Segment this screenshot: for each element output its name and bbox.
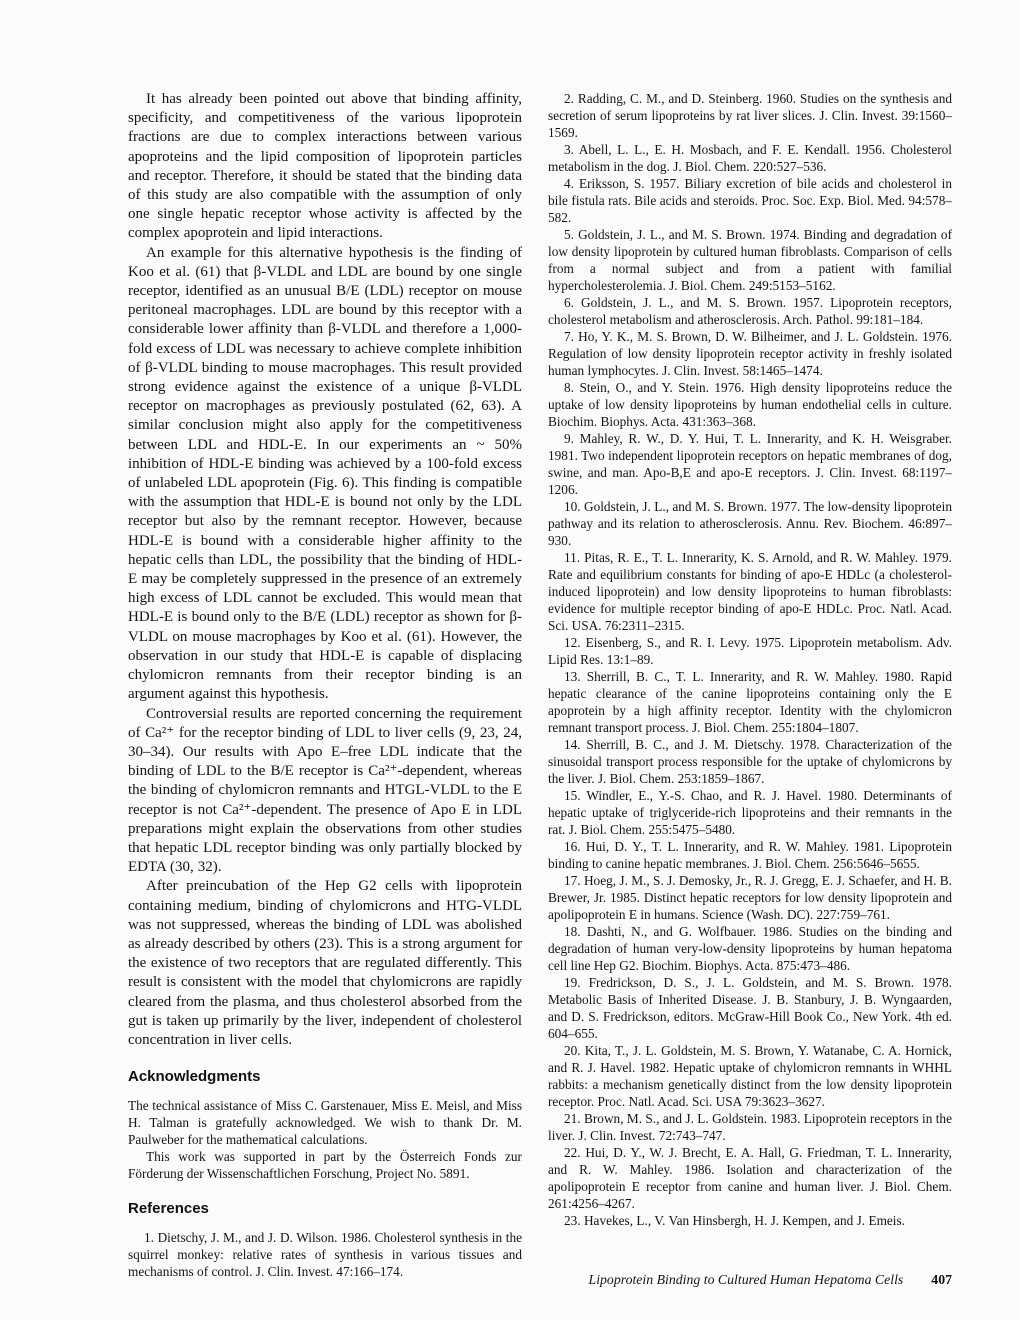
reference-item: 9. Mahley, R. W., D. Y. Hui, T. L. Innerarity, and K. H. Weisgraber. 1981. Two independent lipoprotein receptors on hepatic membranes of dog, swine, and man. Apo-B,E and apo-E receptors. J. Clin. Invest. 68:1197–1206.: [548, 431, 952, 497]
reference-item: 2. Radding, C. M., and D. Steinberg. 1960. Studies on the synthesis and secretion of serum lipoproteins by rat liver slices. J. Clin. Invest. 39:1560–1569.: [548, 91, 952, 140]
running-title: Lipoprotein Binding to Cultured Human Hepatoma Cells: [588, 1272, 904, 1287]
reference-item: 20. Kita, T., J. L. Goldstein, M. S. Brown, Y. Watanabe, C. A. Hornick, and R. J. Havel. 1982. Hepatic uptake of chylomicron remnants in WHHL rabbits: a mechanism genetically distinct from the low density lipoprotein receptor. Proc. Natl. Acad. Sci. USA 79:3623–3627.: [548, 1043, 952, 1109]
text-columns: [128, 90, 952, 1280]
body-paragraph: It has already been pointed out above that binding affinity, specificity, and competitiveness of the various lipoprotein fractions are due to complex interactions between various apoproteins and the lipid composition of lipoprotein particles and receptor. Therefore, it should be stated that the binding data of this study are also compatible with the assumption of only one single hepatic receptor whose activity is affected by the complex apoprotein and lipid interactions.: [128, 91, 522, 242]
acknowledgments-paragraph: The technical assistance of Miss C. Garstenauer, Miss E. Meisl, and Miss H. Talman is gratefully acknowledged. We wish to thank Dr. M. Paulweber for the mathematical calculations.: [128, 1098, 522, 1148]
reference-item: 13. Sherrill, B. C., T. L. Innerarity, and R. W. Mahley. 1980. Rapid hepatic clearance of the canine lipoproteins containing only the E apoprotein by a high affinity receptor. Identity with the chylomicron remnant transport process. J. Biol. Chem. 255:1804–1807.: [548, 669, 952, 735]
reference-item: 12. Eisenberg, S., and R. I. Levy. 1975. Lipoprotein metabolism. Adv. Lipid Res. 13:1–89.: [548, 635, 952, 667]
references-heading: References: [128, 1200, 209, 1218]
body-paragraph: An example for this alternative hypothesis is the finding of Koo et al. (61) that β-VLDL and LDL are bound by one single receptor, identified as an unusual B/E (LDL) receptor on mouse peritoneal macrophages. LDL are bound by this receptor with a considerable lower affinity than β-VLDL and therefore a 1,000-fold excess of LDL was necessary to achieve complete inhibition of β-VLDL binding to mouse macrophages. This result provided strong evidence against the existence of a unique β-VLDL receptor on macrophages as previously postulated (62, 63). A similar conclusion might also apply for the competitiveness between LDL and HDL-E. In our experiments an ~ 50% inhibition of HDL-E binding was achieved by a 100-fold excess of unlabeled LDL apoprotein (Fig. 6). This finding is compatible with the assumption that HDL-E is bound not only by the LDL receptor but also by the remnant receptor. However, because HDL-E is bound with a considerable higher affinity to the hepatic cells than LDL, the possibility that the binding of HDL-E may be completely suppressed in the presence of an extremely high excess of LDL cannot be excluded. This would mean that HDL-E is bound only to the B/E (LDL) receptor as shown for β-VLDL on mouse macrophages by Koo et al. (61). However, the observation in our study that HDL-E is capable of displacing chylomicron remnants from their receptor binding is an argument against this hypothesis.: [128, 244, 522, 703]
reference-item: 23. Havekes, L., V. Van Hinsbergh, H. J. Kempen, and J. Emeis.: [564, 1213, 906, 1228]
page-number: 407: [931, 1272, 952, 1287]
reference-item: 18. Dashti, N., and G. Wolfbauer. 1986. Studies on the binding and degradation of human very-low-density lipoproteins by human hepatoma cell line Hep G2. Biochim. Biophys. Acta. 875:473–486.: [548, 924, 952, 973]
reference-item: 7. Ho, Y. K., M. S. Brown, D. W. Bilheimer, and J. L. Goldstein. 1976. Regulation of low density lipoprotein receptor activity in freshly isolated human lymphocytes. J. Clin. Invest. 58:1465–1474.: [548, 329, 952, 378]
acknowledgments-heading: Acknowledgments: [128, 1068, 261, 1086]
reference-item: 16. Hui, D. Y., T. L. Innerarity, and R. W. Mahley. 1981. Lipoprotein binding to canine hepatic membranes. J. Biol. Chem. 256:5646–5655.: [548, 839, 952, 871]
reference-item: 15. Windler, E., Y.-S. Chao, and R. J. Havel. 1980. Determinants of hepatic uptake of triglyceride-rich lipoproteins and their remnants in the rat. J. Biol. Chem. 255:5475–5480.: [548, 788, 952, 837]
reference-item: 10. Goldstein, J. L., and M. S. Brown. 1977. The low-density lipoprotein pathway and its relation to atherosclerosis. Annu. Rev. Biochem. 46:897–930.: [548, 499, 952, 548]
left-column: [128, 90, 522, 1280]
reference-item: 8. Stein, O., and Y. Stein. 1976. High density lipoproteins reduce the uptake of low density lipoproteins by human endothelial cells in culture. Biochim. Biophys. Acta. 431:363–368.: [548, 380, 952, 429]
reference-item: 22. Hui, D. Y., W. J. Brecht, E. A. Hall, G. Friedman, T. L. Innerarity, and R. W. Mahley. 1986. Isolation and characterization of the apolipoprotein E receptor from canine and human liver. J. Biol. Chem. 261:4256–4267.: [548, 1145, 952, 1211]
right-column: [548, 90, 952, 1280]
reference-item: 19. Fredrickson, D. S., J. L. Goldstein, and M. S. Brown. 1978. Metabolic Basis of Inherited Disease. J. B. Stanbury, J. B. Wyngaarden, and D. S. Fredrickson, editors. McGraw-Hill Book Co., New York. 4th ed. 604–655.: [548, 975, 952, 1041]
body-paragraph: After preincubation of the Hep G2 cells with lipoprotein containing medium, binding of chylomicrons and HTG-VLDL was not suppressed, whereas the binding of LDL was abolished as already described by others (23). This is a strong argument for the existence of two receptors that are regulated differently. This result is consistent with the model that chylomicrons are rapidly cleared from the plasma, and thus cholesterol absorbed from the gut is taken up primarily by the liver, independent of cholesterol concentration in liver cells.: [128, 878, 522, 1048]
page-footer: [548, 1272, 952, 1288]
reference-item: 17. Hoeg, J. M., S. J. Demosky, Jr., R. J. Gregg, E. J. Schaefer, and H. B. Brewer, Jr. 1985. Distinct hepatic receptors for low density lipoprotein and apolipoprotein E in humans. Science (Wash. DC). 227:759–761.: [548, 873, 952, 922]
reference-item: 21. Brown, M. S., and J. L. Goldstein. 1983. Lipoprotein receptors in the liver. J. Clin. Invest. 72:743–747.: [548, 1111, 952, 1143]
reference-item: 14. Sherrill, B. C., and J. M. Dietschy. 1978. Characterization of the sinusoidal transport process responsible for the uptake of chylomicrons by the liver. J. Biol. Chem. 253:1859–1867.: [548, 737, 952, 786]
reference-item: 3. Abell, L. L., E. H. Mosbach, and F. E. Kendall. 1956. Cholesterol metabolism in the dog. J. Biol. Chem. 220:527–536.: [548, 142, 952, 174]
reference-item: 11. Pitas, R. E., T. L. Innerarity, K. S. Arnold, and R. W. Mahley. 1979. Rate and equilibrium constants for binding of apo-E HDLc (a cholesterol-induced lipoprotein) and low density lipoproteins to human fibroblasts: evidence for multiple receptor binding of apo-E HDLc. Proc. Natl. Acad. Sci. USA. 76:2311–2315.: [548, 550, 952, 633]
reference-item: 1. Dietschy, J. M., and J. D. Wilson. 1986. Cholesterol synthesis in the squirrel monkey: relative rates of synthesis in various tissues and mechanisms of control. J. Clin. Invest. 47:166–174.: [128, 1230, 522, 1280]
acknowledgments-paragraph: This work was supported in part by the Österreich Fonds zur Förderung der Wissenschaftlichen Forschung, Project No. 5891.: [128, 1149, 522, 1182]
body-paragraph: Controversial results are reported concerning the requirement of Ca²⁺ for the receptor binding of LDL to liver cells (9, 23, 24, 30–34). Our results with Apo E–free LDL indicate that the binding of LDL to the B/E receptor is Ca²⁺-dependent, whereas the binding of chylomicron remnants and HTGL-VLDL to the E receptor is not Ca²⁺-dependent. The presence of Apo E in LDL preparations might explain the observations from other studies that hepatic LDL receptor binding was only partially blocked by EDTA (30, 32).: [128, 705, 522, 876]
reference-item: 4. Eriksson, S. 1957. Biliary excretion of bile acids and cholesterol in bile fistula rats. Bile acids and steroids. Proc. Soc. Exp. Biol. Med. 94:578–582.: [548, 176, 952, 225]
reference-item: 6. Goldstein, J. L., and M. S. Brown. 1957. Lipoprotein receptors, cholesterol metabolism and atherosclerosis. Arch. Pathol. 99:181–184.: [548, 295, 952, 327]
reference-item: 5. Goldstein, J. L., and M. S. Brown. 1974. Binding and degradation of low density lipoprotein by cultured human fibroblasts. Comparison of cells from a normal subject and from a patient with familial hypercholesterolemia. J. Biol. Chem. 249:5153–5162.: [548, 227, 952, 293]
